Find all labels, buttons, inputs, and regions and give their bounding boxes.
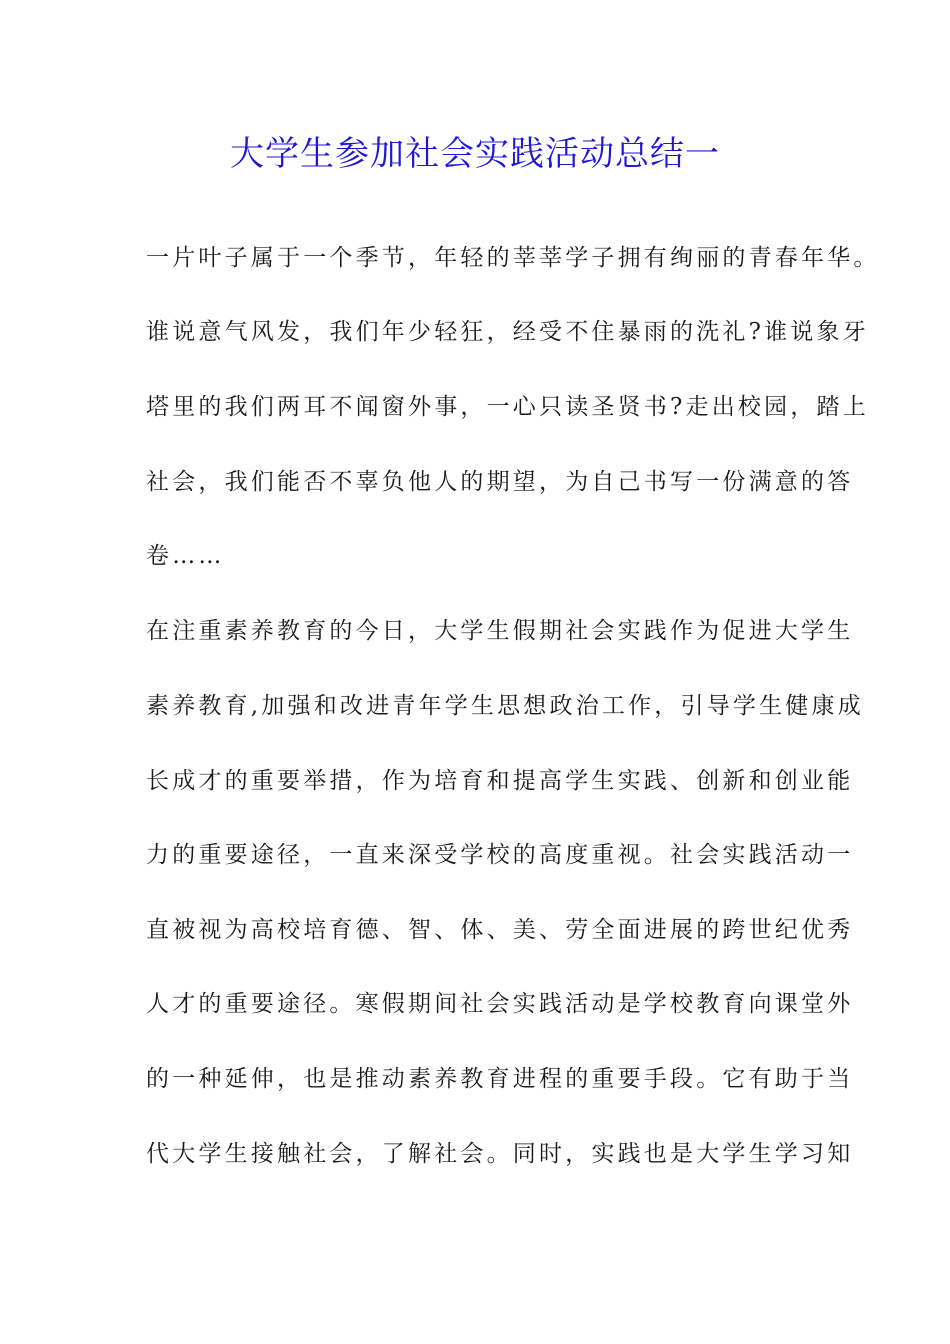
body-line: 卷…… xyxy=(146,543,225,569)
document-title: 大学生参加社会实践活动总结一 xyxy=(230,134,720,174)
body-line: 素养教育,加强和改进青年学生思想政治工作，引导学生健康成 xyxy=(146,693,864,719)
body-line: 的一种延伸，也是推动素养教育进程的重要手段。它有助于当 xyxy=(146,1066,854,1092)
body-line: 社会，我们能否不辜负他人的期望，为自己书写一份满意的答 xyxy=(146,469,854,495)
body-line: 直被视为高校培育德、智、体、美、劳全面进展的跨世纪优秀 xyxy=(146,917,854,943)
body-line: 谁说意气风发，我们年少轻狂，经受不住暴雨的洗礼?谁说象牙 xyxy=(146,319,869,345)
body-line: 塔里的我们两耳不闻窗外事，一心只读圣贤书?走出校园，踏上 xyxy=(146,394,869,420)
body-line: 长成才的重要举措，作为培育和提高学生实践、创新和创业能 xyxy=(146,768,854,794)
body-line: 力的重要途径，一直来深受学校的高度重视。社会实践活动一 xyxy=(146,842,854,868)
body-line: 一片叶子属于一个季节，年轻的莘莘学子拥有绚丽的青春年华。 xyxy=(146,245,880,271)
body-line: 在注重素养教育的今日，大学生假期社会实践作为促进大学生 xyxy=(146,618,854,644)
body-line: 人才的重要途径。寒假期间社会实践活动是学校教育向课堂外 xyxy=(146,991,854,1017)
body-line: 代大学生接触社会，了解社会。同时，实践也是大学生学习知 xyxy=(146,1141,854,1167)
